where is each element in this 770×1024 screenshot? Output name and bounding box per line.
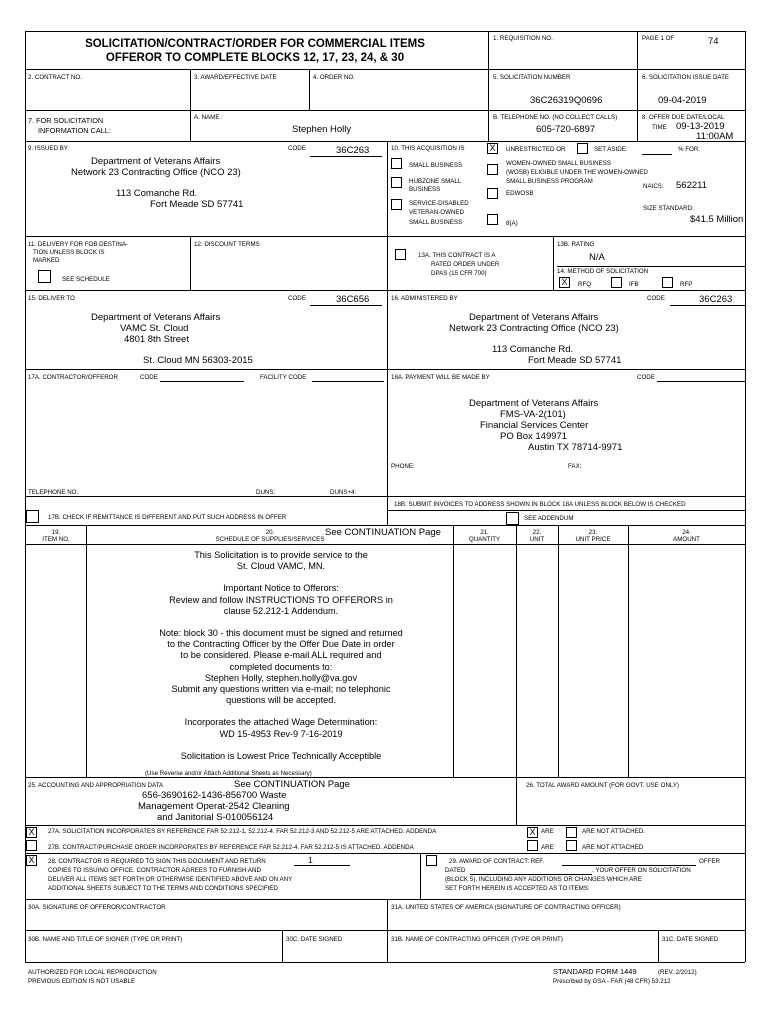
rated-order-label-1: 13A. THIS CONTRACT IS A (418, 252, 496, 259)
hubzone-label-1: HUBZONE SMALL (409, 178, 462, 185)
27b-are-checkbox[interactable] (527, 840, 538, 851)
deliver-to-line4: St. Cloud MN 56303-2015 (143, 355, 253, 366)
payment-line3: Financial Services Center (480, 420, 589, 431)
rating-value: N/A (589, 252, 605, 263)
see-schedule-checkbox[interactable] (38, 270, 51, 283)
desc-paragraph-4 (88, 717, 474, 739)
method-label: 14. METHOD OF SOLICITATION (557, 268, 649, 275)
rated-order-checkbox[interactable] (395, 249, 406, 260)
desc-line: Note: block 30 - this document must be signed and returned (159, 628, 403, 639)
see-addendum-checkbox[interactable] (506, 512, 519, 525)
col23-header: UNIT PRICE (575, 536, 611, 543)
col19-header: ITEM NO. (42, 536, 70, 543)
29-offer-label: OFFER (699, 858, 720, 865)
issue-date-label: 6. SOLICITATION ISSUE DATE (642, 74, 729, 81)
payment-line4: PO Box 149971 (500, 431, 568, 442)
col20-number: 20. (265, 529, 275, 536)
issued-by-code: 36C263 (336, 145, 370, 156)
rated-order-label-3: DPAS (15 CFR 700) (431, 270, 487, 277)
desc-line: Review and follow INSTRUCTIONS TO OFFERORS in (169, 594, 393, 605)
desc-line: clause 52.212-1 Addendum. (223, 605, 339, 616)
eight-a-checkbox[interactable] (487, 214, 498, 225)
27a-checkbox[interactable]: X (26, 827, 37, 838)
28-line2: COPIES TO ISSUING OFFICE. CONTRACTOR AGREES TO FURNISH AND (48, 867, 261, 874)
28-copies: 1 (308, 855, 313, 865)
col24-header: AMOUNT (673, 536, 700, 543)
submit-invoices-label: 18B. SUBMIT INVOICES TO ADDRESS SHOWN IN BLOCK 18A UNLESS BLOCK BELOW IS CHECKED (394, 501, 686, 508)
accounting-line1: 656-3690162-1436-856700 Waste (142, 790, 287, 801)
officer-name-label: 31B. NAME OF CONTRACTING OFFICER (TYPE OR PRINT) (391, 936, 563, 943)
see-schedule-label: SEE SCHEDULE (62, 276, 110, 283)
29-line2: . YOUR OFFER ON SOLICITATION (592, 867, 691, 874)
issued-by-line2: Network 23 Contracting Office (NCO 23) (71, 167, 241, 178)
form-title-line2: OFFEROR TO COMPLETE BLOCKS 12, 17, 23, 24, & 30 (105, 52, 405, 64)
ifb-checkbox[interactable] (611, 277, 622, 288)
phone-label: PHONE: (391, 463, 415, 470)
footer-revision: (REV. 2/2012) (658, 969, 697, 976)
desc-line: Incorporates the attached Wage Determination: (184, 717, 378, 728)
solicitation-number: 36C26319Q0696 (530, 95, 603, 106)
desc-line: questions will be accepted. (226, 695, 336, 706)
accounting-continuation: See CONTINUATION Page (234, 779, 350, 790)
offer-due-label: 8. OFFER DUE DATE/LOCAL (642, 114, 725, 121)
duns4-label: DUNS+4: (330, 489, 357, 496)
deliver-to-line3: 4801 8th Street (124, 334, 189, 345)
rfp-checkbox[interactable] (662, 277, 673, 288)
deliver-to-line2: VAMC St. Cloud (120, 323, 189, 334)
remittance-label: 17B. CHECK IF REMITTANCE IS DIFFERENT AND PUT SUCH ADDRESS IN OFFER (48, 514, 287, 521)
issued-by-line4: Fort Meade SD 57741 (150, 199, 244, 210)
edwosb-label: EDWOSB (506, 190, 534, 197)
offer-due-date: 09-13-2019 (676, 121, 725, 132)
27a-are-checkbox[interactable]: X (527, 827, 538, 838)
edwosb-checkbox[interactable] (487, 188, 498, 199)
wosb-checkbox[interactable] (487, 164, 498, 175)
col24-number: 24. (682, 529, 691, 536)
administered-by-code-label: CODE (647, 295, 665, 302)
issued-by-line1: Department of Veterans Affairs (91, 156, 221, 167)
issued-by-label: 9. ISSUED BY (28, 145, 68, 152)
desc-line: Important Notice to Offerors: (223, 583, 339, 594)
hubzone-label-2: BUSINESS (409, 186, 441, 193)
27b-are-label: ARE (541, 844, 554, 851)
footer-form-number: STANDARD FORM 1449 (553, 967, 637, 976)
sdvosb-label-3: SMALL BUSINESS (409, 219, 463, 226)
desc-line: WD 15-4953 Rev-9 7-16-2019 (219, 728, 343, 739)
29-line3: (BLOCK 5), INCLUDING ANY ADDITIONS OR CHANGES WHICH ARE (445, 876, 642, 883)
facility-code-label: FACILITY CODE (260, 374, 307, 381)
desc-line: This Solicitation is to provide service to the (194, 550, 368, 560)
form-title-line1: SOLICITATION/CONTRACT/ORDER FOR COMMERCIAL ITEMS (85, 38, 425, 50)
payment-line1: Department of Veterans Affairs (469, 398, 599, 409)
col20-header: SCHEDULE OF SUPPLIES/SERVICES (215, 536, 325, 543)
reverse-note: (Use Reverse and/or Attach Additional Sheets as Necessary) (145, 770, 312, 777)
offer-due-time: 11:00AM (696, 131, 734, 142)
contract-no-label: 2. CONTRACT NO. (28, 74, 82, 81)
issued-by-code-label: CODE (288, 145, 306, 152)
payment-line5: Austin TX 78714-9971 (528, 442, 623, 453)
desc-paragraph-3 (88, 628, 474, 706)
27a-are-not-label: ARE NOT ATTACHED. (582, 828, 645, 835)
28-line3: DELIVER ALL ITEMS SET FORTH OR OTHERWISE IDENTIFIED ABOVE AND ON ANY (48, 876, 293, 883)
remittance-checkbox[interactable] (26, 510, 39, 523)
footer-prescribed: Prescribed by GSA - FAR (48 CFR) 53.212 (553, 978, 671, 985)
issue-date: 09-04-2019 (658, 95, 707, 106)
size-standard-label: SIZE STANDARD: (643, 205, 694, 212)
desc-line: to the Contracting Officer by the Offer Due Date in order (167, 639, 395, 650)
offer-due-time-label: TIME (652, 124, 667, 131)
desc-paragraph-5 (88, 751, 474, 762)
desc-line: Stephen Holly, stephen.holly@va.gov (204, 672, 358, 683)
sdvosb-checkbox[interactable] (391, 199, 402, 210)
unrestricted-checkbox[interactable]: X (487, 143, 498, 154)
29-dated-label: DATED (445, 867, 466, 874)
desc-line: to be considered. Please e-mail ALL required and (180, 650, 382, 661)
desc-paragraph-2 (88, 583, 474, 617)
signature-offeror-label: 30A. SIGNATURE OF OFFEROR/CONTRACTOR (28, 904, 166, 911)
27a-are-label: ARE (541, 828, 554, 835)
payment-code-label: CODE (637, 374, 655, 381)
contractor-telephone-label: TELEPHONE NO. (28, 489, 79, 496)
27b-are-not-label: ARE NOT ATTACHED (582, 844, 644, 851)
schedule-description (88, 550, 474, 773)
solicitation-number-label: 5. SOLICITATION NUMBER (493, 74, 571, 81)
deliver-to-label: 15. DELIVER TO (28, 295, 75, 302)
naics-value: 562211 (676, 180, 707, 191)
28-line1: 28. CONTRACTOR IS REQUIRED TO SIGN THIS DOCUMENT AND RETURN (48, 858, 266, 865)
ifb-label: IFB (629, 281, 639, 288)
signer-date-label: 30C. DATE SIGNED (286, 936, 343, 943)
wosb-label-2: (WOSB) ELIGIBLE UNDER THE WOMEN-OWNED (506, 169, 648, 176)
col22-header: UNIT (529, 536, 545, 543)
rfq-checkbox[interactable]: X (559, 277, 570, 288)
deliver-to-line1: Department of Veterans Affairs (91, 312, 221, 323)
accounting-line2: Management Operat-2542 Cleaning (138, 801, 290, 812)
signer-name-label: 30B. NAME AND TITLE OF SIGNER (TYPE OR PRINT) (28, 936, 183, 943)
27b-text: 27B. CONTRACT/PURCHASE ORDER INCORPORATES BY REFERENCE FAR 52.212-4. FAR 52.212-5 IS ATTACHED. ADDENDA (48, 844, 414, 851)
name-label: A. NAME (194, 114, 220, 121)
col21-number: 21. (480, 529, 489, 536)
order-no-label: 4. ORDER NO. (313, 74, 355, 81)
duns-label: DUNS: (256, 489, 276, 496)
29-checkbox[interactable] (426, 855, 437, 866)
accounting-line3: and Janitorial S-010056124 (157, 812, 274, 823)
telephone-value: 605-720-6897 (536, 124, 596, 135)
award-date-label: 3. AWARD/EFFECTIVE DATE (194, 74, 277, 81)
27b-are-not-checkbox[interactable] (566, 840, 577, 851)
issued-by-line3: 113 Comanche Rd. (116, 188, 198, 199)
deliver-to-code: 36C656 (336, 294, 370, 305)
27b-checkbox[interactable] (26, 840, 37, 851)
discount-terms-label: 12. DISCOUNT TERMS (194, 241, 260, 248)
size-standard-value: $41.5 Million (690, 214, 744, 225)
see-addendum-label: SEE ADDENDUM (524, 515, 574, 522)
payment-line2: FMS-VA-2(101) (500, 409, 566, 420)
wosb-label-1: WOMEN-OWNED SMALL BUSINESS (506, 160, 611, 167)
rfp-label: RFP (680, 281, 693, 288)
29-line4: SET FORTH HEREIN IS ACCEPTED AS TO ITEMS: (445, 885, 590, 892)
footer-reproduction: AUTHORIZED FOR LOCAL REPRODUCTION (28, 969, 157, 976)
administered-by-line3: 113 Comanche Rd. (492, 344, 574, 355)
signature-officer-label: 31A. UNITED STATES OF AMERICA (SIGNATURE OF CONTRACTING OFFICER) (391, 904, 621, 911)
fax-label: FAX: (568, 463, 582, 470)
desc-paragraph-1 (88, 550, 474, 572)
col21-header: QUANTITY (468, 536, 501, 543)
set-aside-label: SET ASIDE: (594, 146, 628, 153)
contractor-label: 17A. CONTRACTOR/OFFEROR (28, 374, 118, 381)
rated-order-label-2: RATED ORDER UNDER (431, 261, 500, 268)
schedule-continuation: See CONTINUATION Page (325, 527, 441, 538)
col22-number: 22. (532, 529, 542, 536)
sdvosb-label-1: SERVICE-DISABLED (409, 200, 469, 207)
rfq-label: RFQ (578, 281, 592, 288)
29-line1: 29. AWARD OF CONTRACT: REF. (449, 858, 545, 865)
delivery-label-2: TION UNLESS BLOCK IS (33, 249, 105, 256)
contact-name: Stephen Holly (292, 124, 352, 135)
accounting-label: 25. ACCOUNTING AND APPROPRIATION DATA (28, 782, 164, 789)
set-aside-checkbox[interactable] (577, 143, 588, 154)
desc-line: completed documents to: (229, 661, 333, 672)
desc-line: Solicitation is Lowest Price Technically Acceptible (180, 750, 382, 761)
payment-label: 18A. PAYMENT WILL BE MADE BY (391, 374, 490, 381)
hubzone-checkbox[interactable] (391, 177, 402, 188)
footer-previous-edition: PREVIOUS EDITION IS NOT USABLE (28, 978, 136, 985)
administered-by-label: 16. ADMINISTERED BY (391, 295, 458, 302)
sdvosb-label-2: VETERAN-OWNED (409, 209, 465, 216)
telephone-label: B. TELEPHONE NO. (NO COLLECT CALLS) (493, 114, 618, 121)
contractor-code-label: CODE (140, 374, 158, 381)
for-solicitation-label: 7. FOR SOLICITATION (28, 116, 104, 125)
27a-are-not-checkbox[interactable] (566, 827, 577, 838)
col19-number: 19. (51, 529, 61, 536)
delivery-label-3: MARKED (33, 257, 60, 264)
wosb-label-3: SMALL BUSINESS PROGRAM (506, 178, 593, 185)
eight-a-label: 8(A) (506, 220, 518, 227)
percent-for-label: % FOR: (678, 146, 701, 153)
rating-label: 13B. RATING (557, 241, 595, 248)
officer-date-label: 31C. DATE SIGNED (662, 936, 719, 943)
administered-by-line4: Fort Meade SD 57741 (528, 355, 622, 366)
requisition-label: 1. REQUISITION NO. (493, 35, 553, 42)
administered-by-line2: Network 23 Contracting Office (NCO 23) (449, 323, 619, 334)
desc-line: Submit any questions written via e-mail; no telephonic (171, 684, 391, 695)
28-line4: ADDITIONAL SHEETS SUBJECT TO THE TERMS AND CONDITIONS SPECIFIED (48, 885, 278, 892)
27a-text: 27A. SOLICITATION INCORPORATES BY REFERENCE FAR 52.212-1, 52.212-4. FAR 52.212-3 AND 52.212-5 ARE ATTACHED. ADDENDA (48, 828, 437, 835)
unrestricted-label: UNRESTRICTED OR (506, 146, 566, 153)
28-checkbox[interactable]: X (26, 855, 37, 866)
desc-line: St. Cloud VAMC, MN. (236, 561, 326, 572)
naics-label: NAICS: (643, 183, 664, 190)
deliver-to-code-label: CODE (288, 295, 306, 302)
administered-by-code: 36C263 (699, 294, 733, 305)
administered-by-line1: Department of Veterans Affairs (469, 312, 599, 323)
information-call-label: INFORMATION CALL: (38, 126, 111, 135)
delivery-label-1: 11. DELIVERY FOR FOB DESTINA- (28, 241, 129, 248)
small-business-label: SMALL BUSINESS (409, 162, 463, 169)
page-label: PAGE 1 OF (642, 35, 675, 42)
total-award-label: 26. TOTAL AWARD AMOUNT (FOR GOVT. USE ONLY) (526, 782, 680, 789)
acquisition-label: 10. THIS ACQUISITION IS (391, 145, 465, 152)
col23-number: 23. (588, 529, 598, 536)
small-business-checkbox[interactable] (391, 158, 402, 169)
page-total: 74 (708, 36, 719, 47)
